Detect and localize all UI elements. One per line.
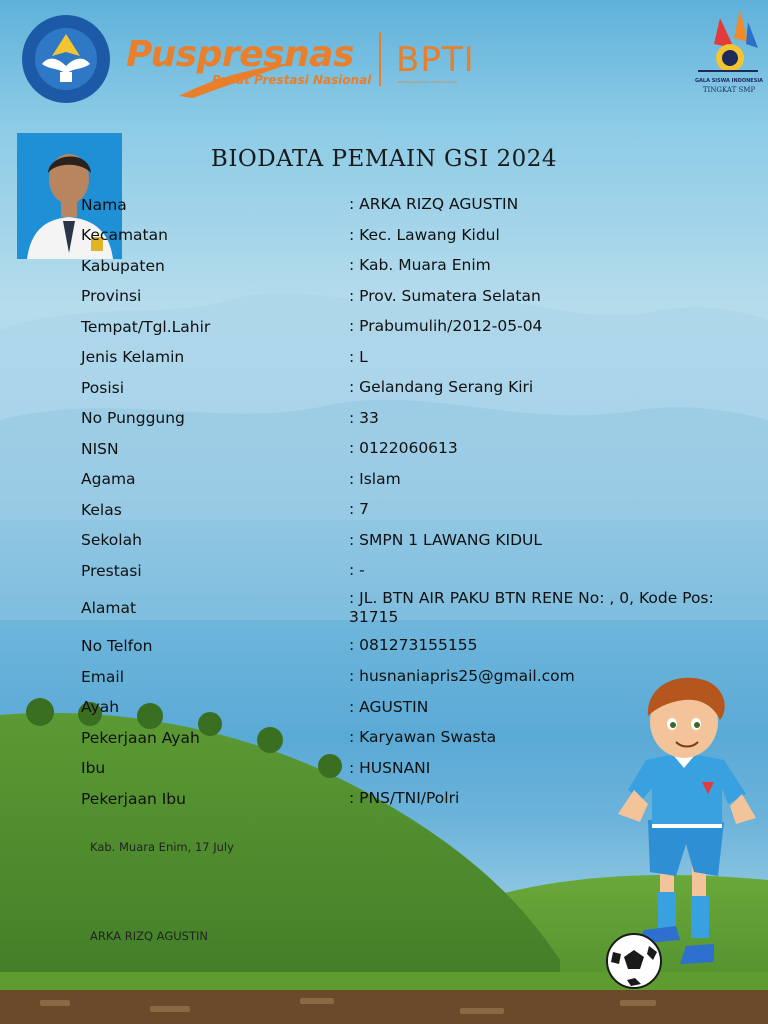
bio-label: Kelas — [81, 500, 122, 519]
bio-value: : - — [349, 561, 365, 579]
bio-label: Nama — [81, 195, 127, 214]
tut-wuri-handayani-logo — [20, 14, 112, 104]
bio-row-nama — [81, 189, 741, 220]
puspresnas-subtitle: Pusat Prestasi Nasional — [212, 73, 372, 87]
place-date: Kab. Muara Enim, 17 July — [90, 840, 234, 854]
bio-label: Tempat/Tgl.Lahir — [81, 317, 211, 336]
bio-row-jenis-kelamin — [81, 342, 741, 372]
soccer-ball-icon — [605, 932, 663, 990]
bio-label: Prestasi — [81, 561, 142, 580]
bio-label: Ibu — [81, 759, 106, 777]
bio-row-kabupaten — [81, 250, 741, 281]
bio-label: Kabupaten — [81, 256, 165, 275]
bpti-logo-text: BPTI — [396, 40, 475, 80]
bio-row-sekolah — [81, 525, 741, 555]
bio-value: : PNS/TNI/Polri — [349, 789, 460, 807]
bio-label: No Punggung — [81, 409, 185, 427]
bio-label: Jenis Kelamin — [81, 348, 185, 366]
bio-value: : Islam — [349, 469, 401, 488]
bio-row-alamat — [81, 586, 741, 630]
bio-value: : L — [349, 347, 368, 366]
bio-label: Agama — [81, 470, 136, 488]
bio-value: : Prov. Sumatera Selatan — [349, 286, 541, 305]
bio-label: Pekerjaan Ibu — [81, 789, 186, 808]
bio-row-agama — [81, 464, 741, 494]
bpti-subtitle: Balai Pengembangan Talenta Indonesia — [398, 80, 457, 84]
bio-value: : husnaniapris25@gmail.com — [349, 667, 575, 685]
header — [0, 0, 768, 120]
bio-label: Alamat — [81, 599, 137, 617]
gsi-logo-label: GALA SISWA INDONESIA — [694, 78, 764, 84]
bio-value: : Kec. Lawang Kidul — [349, 225, 500, 244]
bio-row-no-telfon — [81, 630, 741, 661]
bio-value: : SMPN 1 LAWANG KIDUL — [349, 530, 543, 549]
bio-value: : Kab. Muara Enim — [349, 256, 491, 274]
gsi-logo-tier: TINGKAT SMP — [702, 86, 756, 94]
bio-label: Kecamatan — [81, 226, 168, 244]
bio-value: : 7 — [349, 500, 370, 518]
bio-value: : 33 — [349, 408, 379, 427]
bio-row-tempat-tgl-lahir — [81, 311, 741, 342]
bio-row-posisi — [81, 372, 741, 403]
bio-value: : Gelandang Serang Kiri — [349, 378, 534, 396]
puspresnas-logo-text: Puspresnas — [126, 34, 354, 75]
bio-row-kecamatan — [81, 220, 741, 250]
logo-divider — [379, 32, 381, 86]
bio-label: Email — [81, 667, 125, 686]
bio-row-prestasi — [81, 555, 741, 586]
bio-value: : ARKA RIZQ AGUSTIN — [349, 195, 519, 213]
bio-label: Sekolah — [81, 531, 142, 549]
bio-row-provinsi — [81, 281, 741, 311]
signature-name: ARKA RIZQ AGUSTIN — [90, 929, 208, 943]
bio-label: Provinsi — [81, 287, 142, 305]
bio-label: NISN — [81, 439, 119, 458]
bio-value: : Karyawan Swasta — [349, 728, 497, 746]
bio-value: : 081273155155 — [349, 636, 478, 654]
bio-label: Ayah — [81, 698, 120, 716]
bio-row-kelas — [81, 494, 741, 525]
bio-value: : 0122060613 — [349, 439, 458, 457]
bio-label: Posisi — [81, 378, 125, 397]
bio-value: : HUSNANI — [349, 758, 431, 777]
bio-row-no-punggung — [81, 403, 741, 433]
page-title: BIODATA PEMAIN GSI 2024 — [210, 146, 558, 172]
bio-row-nisn — [81, 433, 741, 464]
bio-value: : JL. BTN AIR PAKU BTN RENE No: , 0, Kode Pos: 31715 — [349, 589, 714, 626]
bio-label: Pekerjaan Ayah — [81, 728, 200, 747]
bio-label: No Telfon — [81, 636, 153, 655]
bio-value: : AGUSTIN — [349, 697, 429, 716]
bio-value: : Prabumulih/2012-05-04 — [349, 317, 543, 335]
